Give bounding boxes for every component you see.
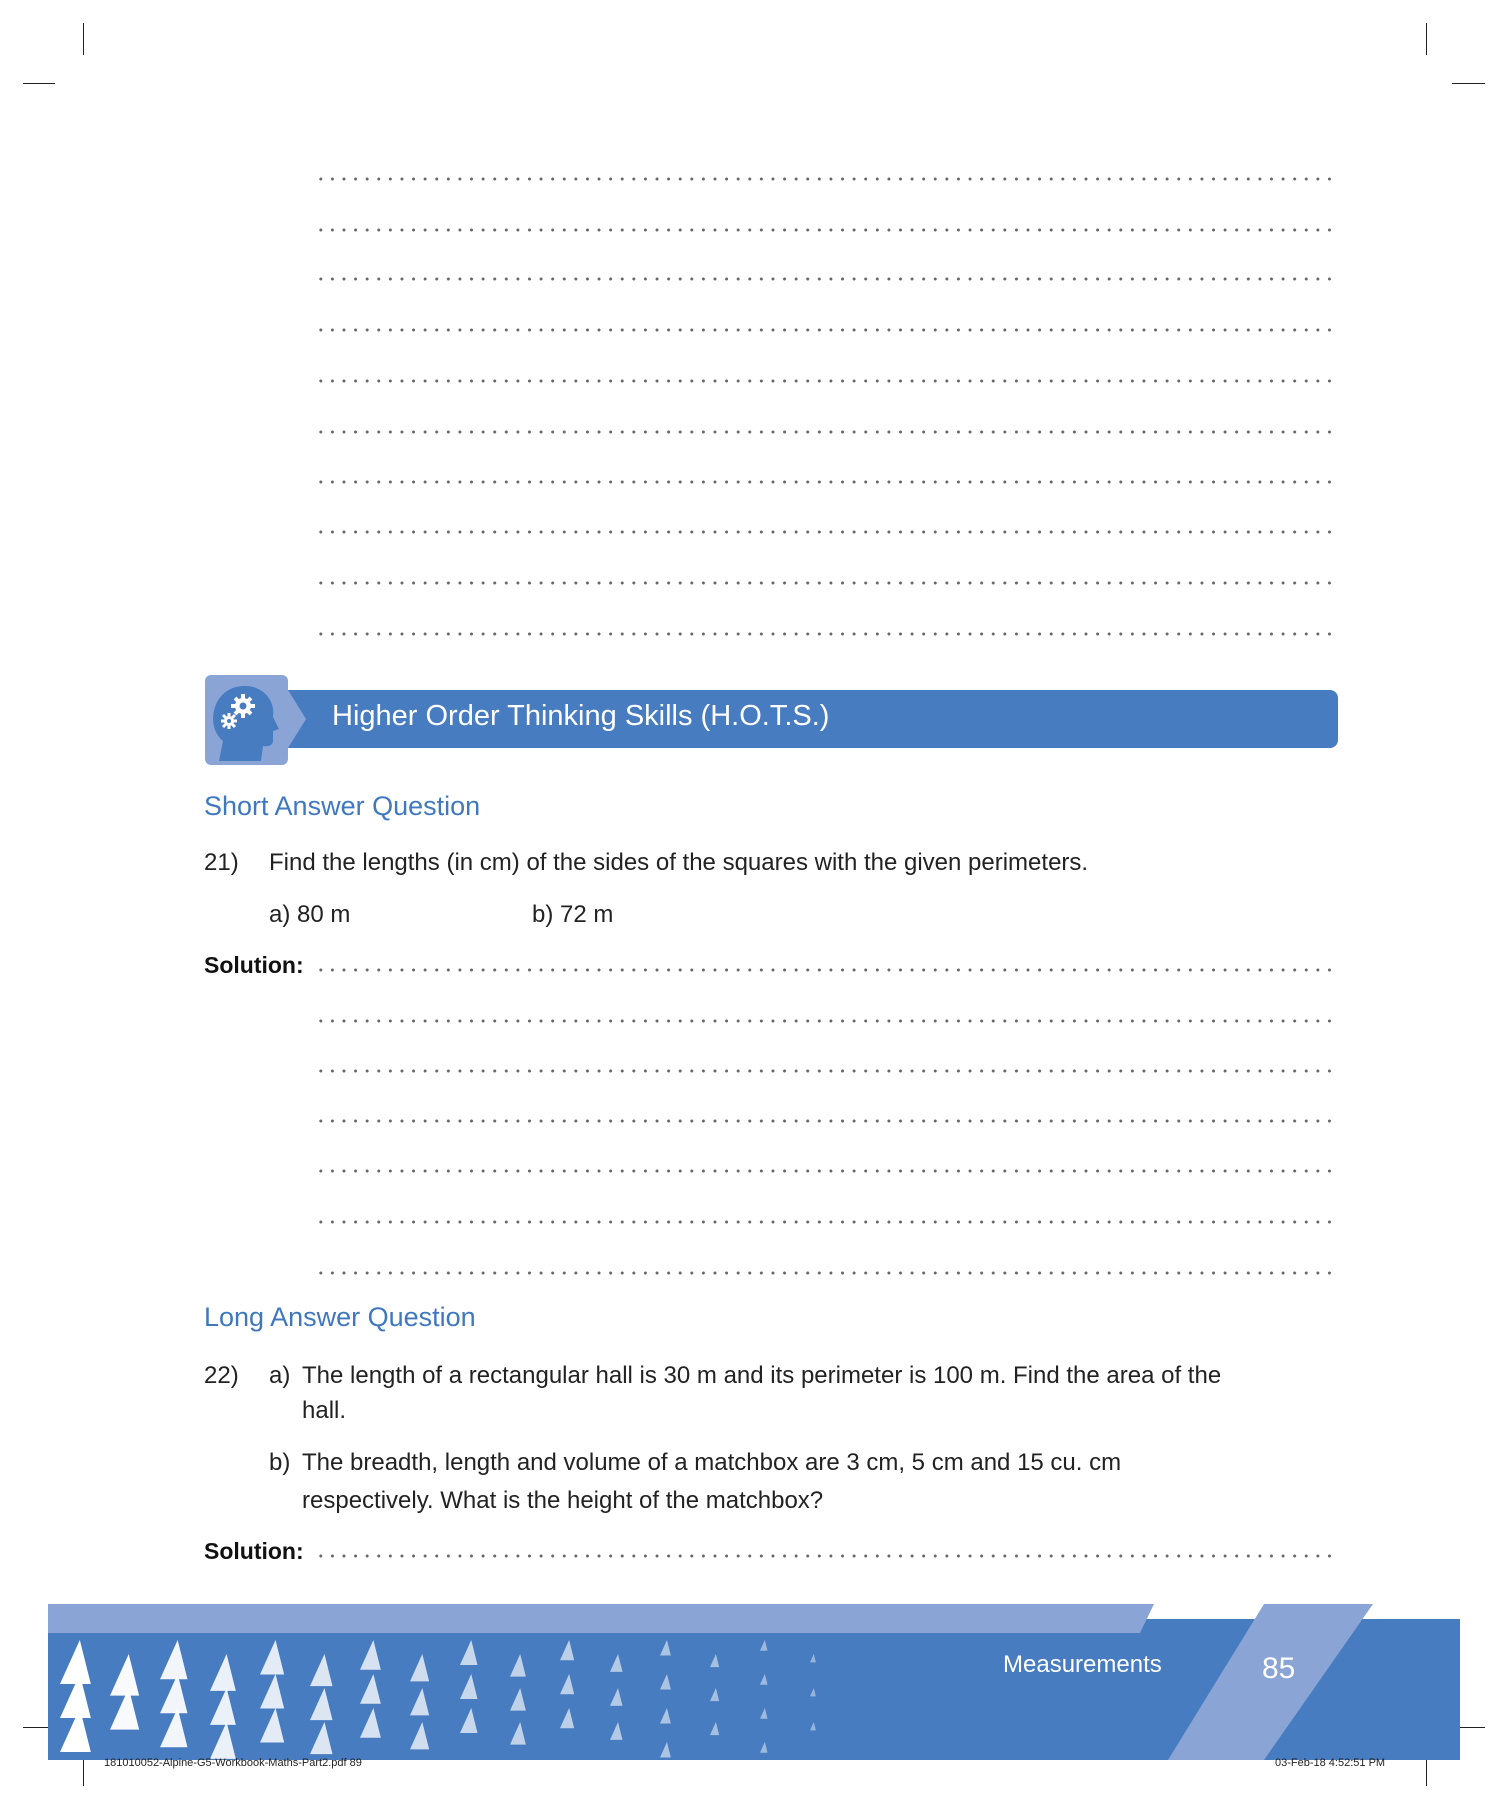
question-option-b: b) 72 m (532, 901, 614, 928)
question-part-label: a) (269, 1362, 291, 1389)
page-number: 85 (1262, 1652, 1296, 1685)
section-heading-long-answer: Long Answer Question (204, 1302, 476, 1332)
question-number: 22) (204, 1362, 239, 1389)
question-option-a: a) 80 m (269, 901, 351, 928)
file-info: 181010052-Alpine-G5-Workbook-Maths-Part2.pdf 89 (104, 1757, 362, 1769)
section-heading-short-answer: Short Answer Question (204, 791, 481, 821)
solution-label: Solution: (204, 1538, 304, 1564)
question-part-label: b) (269, 1449, 291, 1476)
solution-label: Solution: (204, 952, 304, 978)
question-number: 21) (204, 849, 239, 876)
question-text: The breadth, length and volume of a matchbox are 3 cm, 5 cm and 15 cu. cm (302, 1449, 1122, 1476)
footer-light-band (48, 1604, 1154, 1633)
hots-title: Higher Order Thinking Skills (H.O.T.S.) (332, 700, 830, 732)
question-text: respectively. What is the height of the matchbox? (302, 1487, 824, 1514)
print-timestamp: 03-Feb-18 4:52:51 PM (1275, 1757, 1386, 1769)
question-text: Find the lengths (in cm) of the sides of the squares with the given perimeters. (269, 849, 1089, 876)
question-text: The length of a rectangular hall is 30 m and its perimeter is 100 m. Find the area of the (302, 1362, 1222, 1389)
question-text: hall. (302, 1397, 347, 1424)
chapter-name: Measurements (1003, 1651, 1162, 1678)
